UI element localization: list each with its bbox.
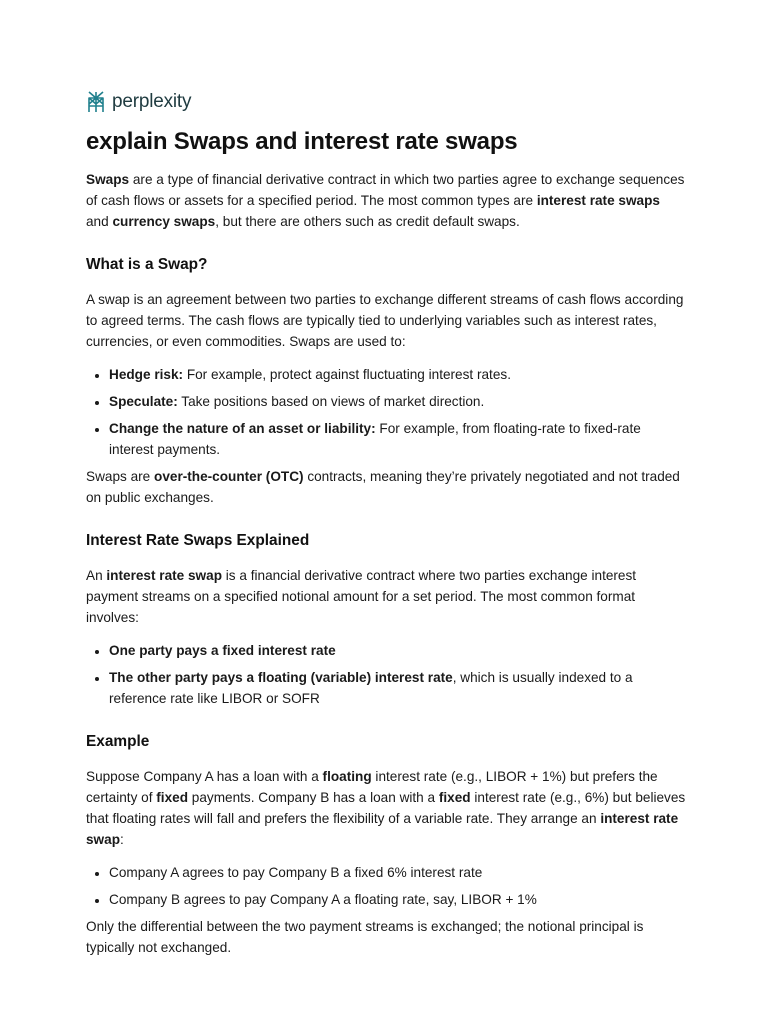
section-paragraph: An interest rate swap is a financial derivative contract where two parties exchange interest payment streams on a specified notional amount for a set period. The most common format involves: xyxy=(86,568,637,625)
list-item: • The other party pays a floating (variable) interest rate, which is usually indexed to a reference rate like LIBOR or SOFR xyxy=(109,667,686,709)
section-paragraph: A swap is an agreement between two parties to exchange different streams of cash flows according to agreed terms. The cash flows are typically tied to underlying variables such as interest rates, currencies, or even commodities. Swaps are used to: xyxy=(86,292,684,349)
logo-wordmark: perplexity xyxy=(112,91,192,112)
intro-paragraph: Swaps are a type of financial derivative contract in which two parties agree to exchange sequences of cash flows or assets for a specified period. The most common types are interest rate swaps and currency swaps, but there are others such as credit default swaps. xyxy=(86,172,685,229)
bullet-list xyxy=(86,640,686,709)
section-heading-example: Example xyxy=(86,733,150,750)
article-body xyxy=(86,169,686,970)
list-item: • Speculate: Take positions based on views of market direction. xyxy=(109,391,686,412)
list-item: • One party pays a fixed interest rate xyxy=(109,640,686,661)
list-item: • Company B agrees to pay Company A a floating rate, say, LIBOR + 1% xyxy=(109,889,686,910)
list-item: • Company A agrees to pay Company B a fixed 6% interest rate xyxy=(109,862,686,883)
example-paragraph: Suppose Company A has a loan with a floating interest rate (e.g., LIBOR + 1%) but prefers the certainty of fixed payments. Company B has a loan with a fixed interest rate (e.g., 6%) but believes that floating rates will fall and prefers the flexibility of a variable rate. They arrange an interest rate swap: xyxy=(86,769,686,847)
closing-paragraph: Only the differential between the two payment streams is exchanged; the notional principal is typically not exchanged. xyxy=(86,919,644,955)
bullet-list xyxy=(86,364,686,460)
list-item: • Hedge risk: For example, protect against fluctuating interest rates. xyxy=(109,364,686,385)
otc-paragraph: Swaps are over-the-counter (OTC) contracts, meaning they’re privately negotiated and not traded on public exchanges. xyxy=(86,469,680,505)
list-item: • Change the nature of an asset or liability: For example, from floating-rate to fixed-rate interest payments. xyxy=(109,418,686,460)
section-heading-irs: Interest Rate Swaps Explained xyxy=(86,532,310,549)
perplexity-logo-icon xyxy=(86,90,106,114)
page-title: explain Swaps and interest rate swaps xyxy=(86,128,518,155)
section-heading-what-is-swap: What is a Swap? xyxy=(86,256,208,273)
perplexity-logo xyxy=(86,90,191,114)
bullet-list xyxy=(86,862,686,910)
